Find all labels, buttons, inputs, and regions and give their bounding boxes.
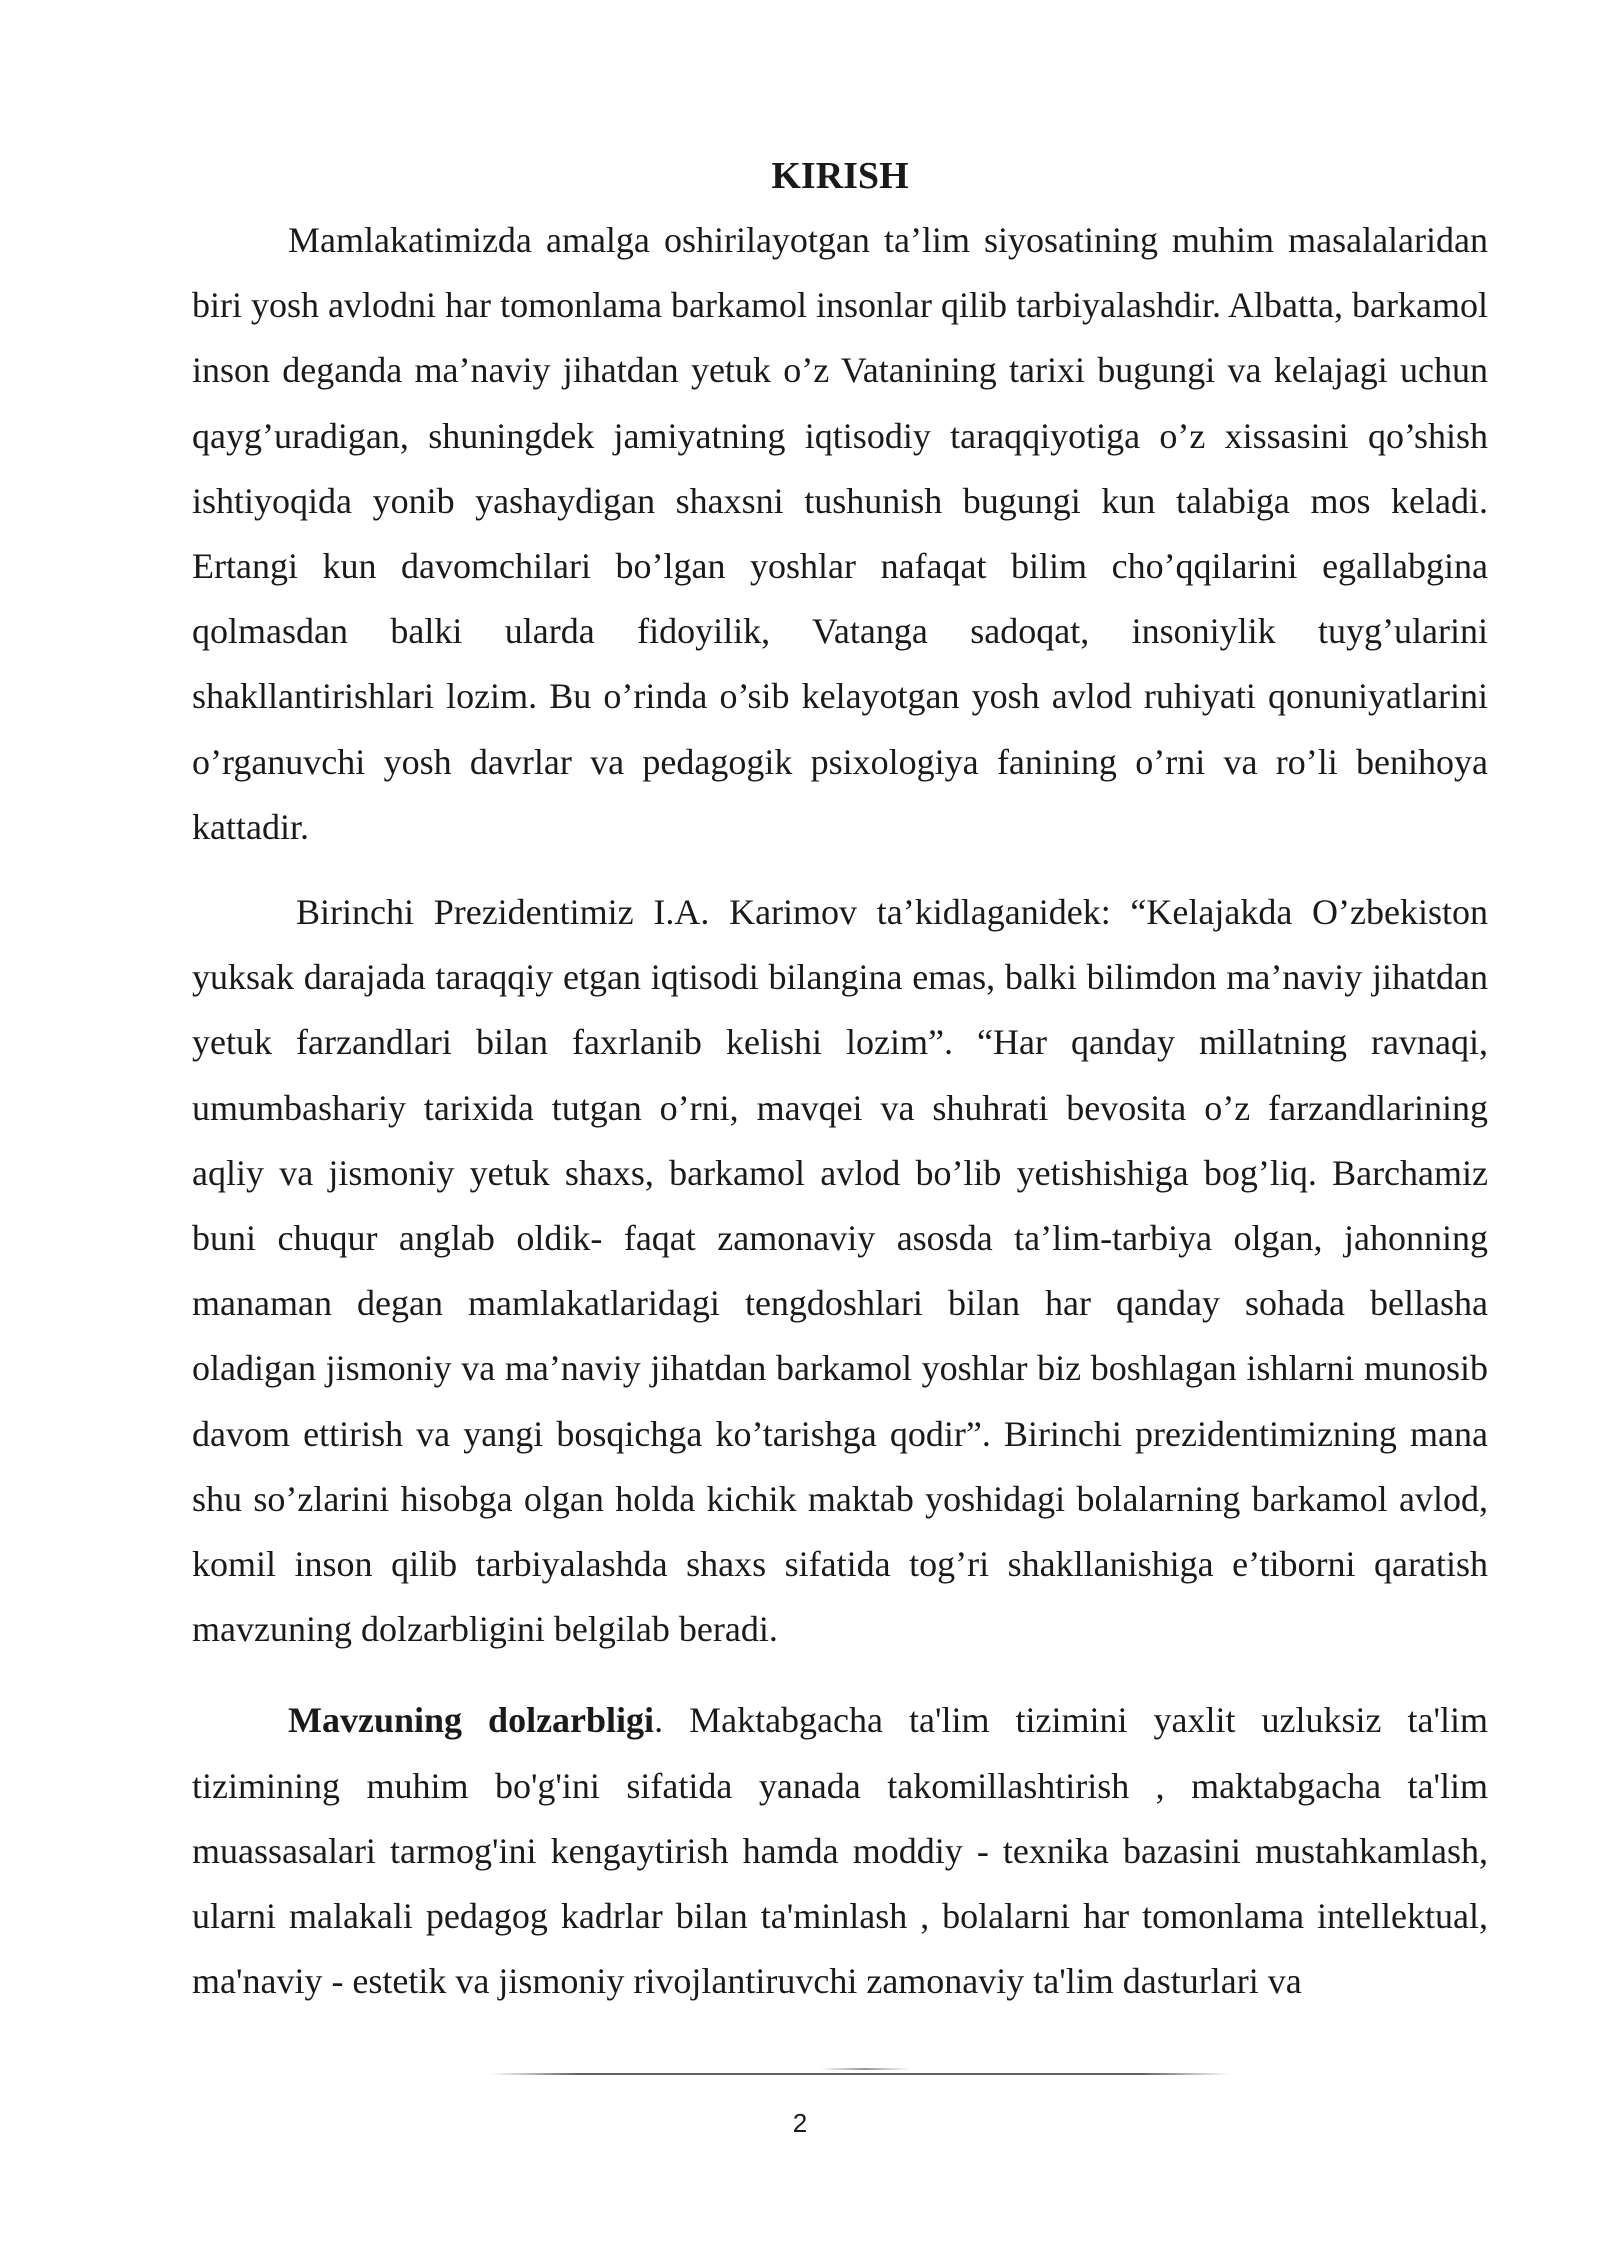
footer-divider-accent (820, 2068, 910, 2070)
page-title: KIRISH (771, 155, 909, 197)
relevance-paragraph (192, 1688, 1488, 2014)
page-number: 2 (792, 2108, 808, 2138)
footer-divider (490, 2073, 1230, 2075)
intro-paragraph: Mamlakatimizda amalga oshirilayotgan ta’lim siyosatining muhim masalalaridan biri yosh avlodni har tomonlama barkamol insonlar qilib tarbiyalashdir. Albatta, barkamol inson deganda ma’naviy jihatdan yetuk o’z Vatanining tarixi bugungi va kelajagi uchun qayg’uradigan, shuningdek jamiyatning iqtisodiy taraqqiyotiga o’z xissasini qo’shish ishtiyoqida yonib yashaydigan shaxsni tushunish bugungi kun talabiga mos keladi. Ertangi kun davomchilari bo’lgan yoshlar nafaqat bilim cho’qqilarini egallabgina qolmasdan balki ularda fidoyilik, Vatanga sadoqat, insoniylik tuyg’ularini shakllantirishlari lozim. Bu o’rinda o’sib kelayotgan yosh avlod ruhiyati qonuniyatlarini o’rganuvchi yosh davrlar va pedagogik psixologiya fanining o’rni va ro’li benihoya kattadir. (192, 220, 1488, 847)
quote-paragraph: Birinchi Prezidentimiz I.A. Karimov ta’kidlaganidek: “Kelajakda O’zbekiston yuksak darajada taraqqiy etgan iqtisodi bilangina emas, balki bilimdon ma’naviy jihatdan yetuk farzandlari bilan faxrlanib kelishi lozim”. “Har qanday millatning ravnaqi, umumbashariy tarixida tutgan o’rni, mavqei va shuhrati bevosita o’z farzandlarining aqliy va jismoniy yetuk shaxs, barkamol avlod bo’lib yetishishiga bog’liq. Barchamiz buni chuqur anglab oldik- faqat zamonaviy asosda ta’lim-tarbiya olgan, jahonning manaman degan mamlakatlaridagi tengdoshlari bilan har qanday sohada bellasha oladigan jismoniy va ma’naviy jihatdan barkamol yoshlar biz boshlagan ishlarni munosib davom ettirish va yangi bosqichga ko’tarishga qodir”. Birinchi prezidentimizning mana shu so’zlarini hisobga olgan holda kichik maktab yoshidagi bolalarning barkamol avlod, komil inson qilib tarbiyalashda shaxs sifatida tog’ri shakllanishiga e’tiborni qaratish mavzuning dolzarbligini belgilab beradi. (192, 892, 1488, 1650)
document-page (192, 150, 1488, 2014)
relevance-lead: Mavzuning dolzarbligi (288, 1700, 655, 1741)
relevance-text: . Maktabgacha ta'lim tizimini yaxlit uzluksiz ta'lim tizimining muhim bo'g'ini sifatida yanada takomillashtirish , maktabgacha ta'lim muassasalari tarmog'ini kengaytirish hamda moddiy - texnika bazasini mustahkamlash, ularni malakali pedagog kadrlar bilan ta'minlash , bolalarni har tomonlama intellektual, ma'naviy - estetik va jismoniy rivojlantiruvchi zamonaviy ta'lim dasturlari va (192, 1700, 1489, 2002)
